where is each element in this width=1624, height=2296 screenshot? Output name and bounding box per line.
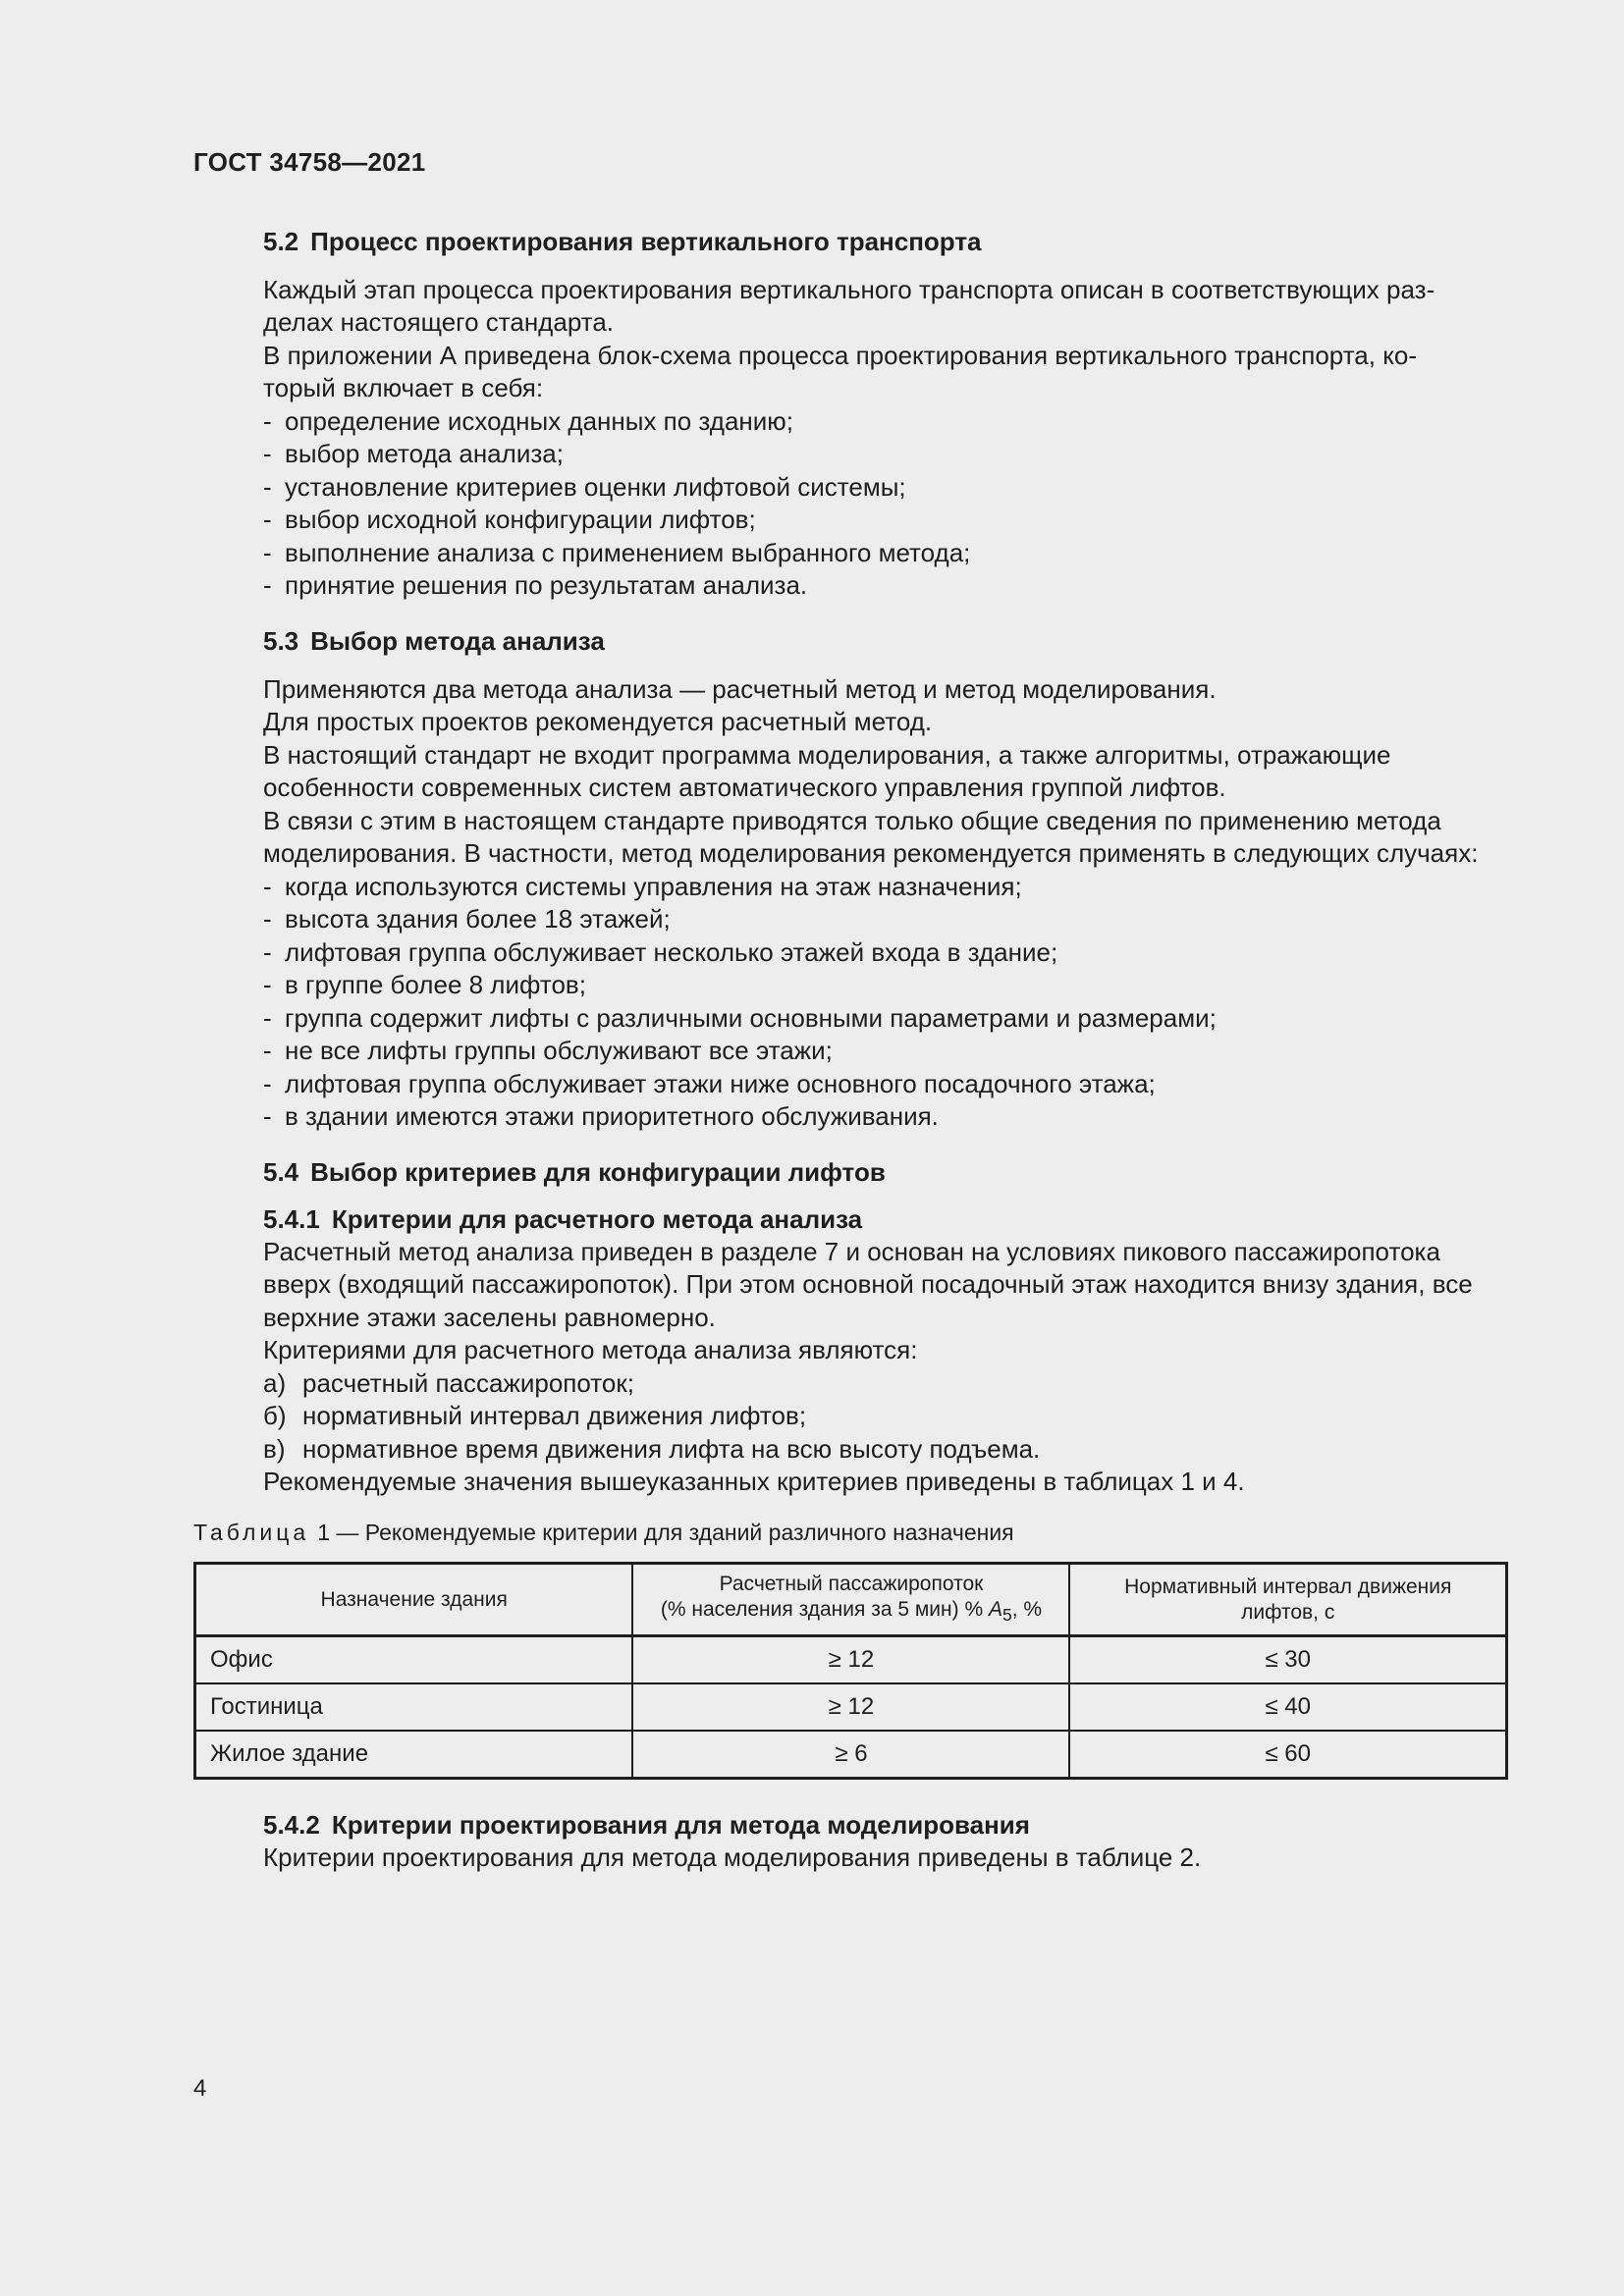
paragraph: Критерии проектирования для метода моделирования приведены в таблице 2.	[263, 1842, 1202, 1872]
list-item: - высота здания более 18 этажей;	[263, 904, 671, 934]
text-line: делах настоящего стандарта.	[263, 307, 615, 338]
column-header-interval: Нормативный интервал движения лифтов, с	[1069, 1564, 1506, 1636]
cell-purpose: Жилое здание	[195, 1731, 633, 1779]
table-caption	[193, 1520, 1014, 1546]
list-item: - принятие решения по результатам анализа.	[263, 570, 808, 600]
section-5-4-1-heading	[263, 1204, 862, 1235]
list-item: - лифтовая группа обслуживает этажи ниже основного посадочного этажа;	[263, 1069, 1156, 1098]
list-item: - определение исходных данных по зданию;	[263, 406, 794, 436]
text-line: особенности современных систем автоматического управления группой лифтов.	[263, 773, 1226, 803]
paragraph	[193, 805, 1507, 871]
paragraph: Применяются два метода анализа — расчетный метод и метод моделирования.	[263, 674, 1217, 704]
column-header-purpose: Назначение здания	[195, 1564, 633, 1636]
section-number: 5.4	[263, 1157, 299, 1187]
paragraph	[193, 739, 1507, 805]
cell-interval: ≤ 60	[1069, 1731, 1506, 1779]
cell-interval: ≤ 40	[1069, 1683, 1506, 1731]
paragraph: Рекомендуемые значения вышеуказанных критериев приведены в таблицах 1 и 4.	[263, 1467, 1245, 1496]
paragraph: Критериями для расчетного метода анализа являются:	[263, 1335, 918, 1364]
section-number: 5.3	[263, 626, 299, 656]
paragraph	[193, 1236, 1507, 1334]
document-header: ГОСТ 34758—2021	[193, 147, 426, 177]
section-title: Критерии проектирования для метода моделирования	[331, 1810, 1030, 1840]
column-header-flow: Расчетный пассажиропоток (% населения здания за 5 мин) % $A_5$, %	[632, 1564, 1069, 1636]
section-title: Выбор критериев для конфигурации лифтов	[310, 1157, 886, 1187]
section-number: 5.4.1	[263, 1204, 320, 1234]
text-line: Расчетный метод анализа приведен в разделе 7 и основан на условиях пикового пассажиропотока	[263, 1237, 1440, 1266]
section-title: Критерии для расчетного метода анализа	[331, 1204, 863, 1234]
section-5-4-2-heading	[263, 1810, 1030, 1841]
list-item: - в группе более 8 лифтов;	[263, 970, 586, 999]
table-caption-word: Таблица	[193, 1520, 310, 1545]
list-item: - не все лифты группы обслуживают все этажи;	[263, 1036, 833, 1065]
list-item: а) расчетный пассажиропоток;	[263, 1368, 634, 1398]
text-line: вверх (входящий пассажиропоток). При этом основной посадочный этаж находится внизу здания, все	[263, 1269, 1473, 1300]
cell-interval: ≤ 30	[1069, 1636, 1506, 1684]
text-line: В связи с этим в настоящем стандарте приводятся только общие сведения по применению метода	[263, 806, 1441, 835]
list-item: в) нормативное время движения лифта на всю высоту подъема.	[263, 1434, 1041, 1464]
list-item: - лифтовая группа обслуживает несколько этажей входа в здание;	[263, 937, 1058, 967]
cell-flow: ≥ 12	[632, 1683, 1069, 1731]
criteria-table	[193, 1562, 1508, 1780]
list-item: - выбор метода анализа;	[263, 439, 564, 468]
section-title: Процесс проектирования вертикального транспорта	[310, 227, 982, 256]
list-item: б) нормативный интервал движения лифтов;	[263, 1401, 807, 1430]
list-item: - выбор исходной конфигурации лифтов;	[263, 505, 756, 534]
section-5-4-heading	[263, 1157, 886, 1188]
section-number: 5.2	[263, 227, 299, 256]
text-line: В приложении А приведена блок-схема процесса проектирования вертикального транспорта, ко-	[263, 341, 1418, 370]
text-line: моделирования. В частности, метод моделирования рекомендуется применять в следующих случаях:	[263, 838, 1479, 869]
section-title: Выбор метода анализа	[310, 626, 605, 656]
text-line: торый включает в себя:	[263, 373, 544, 403]
table-caption-text: 1 — Рекомендуемые критерии для зданий различного назначения	[317, 1520, 1014, 1545]
list-item: - установление критериев оценки лифтовой системы;	[263, 472, 906, 502]
section-5-3-heading	[263, 626, 605, 657]
list-item: - в здании имеются этажи приоритетного обслуживания.	[263, 1101, 939, 1131]
table-row	[195, 1683, 1507, 1731]
table-row	[195, 1731, 1507, 1779]
text-line: В настоящий стандарт не входит программа моделирования, а также алгоритмы, отражающие	[263, 740, 1391, 770]
list-item: - когда используются системы управления на этаж назначения;	[263, 872, 1022, 901]
cell-flow: ≥ 12	[632, 1636, 1069, 1684]
section-number: 5.4.2	[263, 1810, 320, 1840]
paragraph: Для простых проектов рекомендуется расчетный метод.	[263, 707, 933, 736]
table-row	[195, 1636, 1507, 1684]
cell-purpose: Гостиница	[195, 1683, 633, 1731]
list-item: - выполнение анализа с применением выбранного метода;	[263, 538, 971, 567]
text-line: верхние этажи заселены равномерно.	[263, 1302, 716, 1332]
text-line: Каждый этап процесса проектирования вертикального транспорта описан в соответствующих раз-	[263, 275, 1435, 304]
paragraph	[193, 274, 1507, 340]
table-header-row	[195, 1564, 1507, 1636]
list-item: - группа содержит лифты с различными основными параметрами и размерами;	[263, 1003, 1217, 1033]
cell-purpose: Офис	[195, 1636, 633, 1684]
paragraph	[193, 340, 1507, 405]
page-number: 4	[193, 2075, 207, 2102]
section-5-2-heading	[263, 227, 982, 257]
cell-flow: ≥ 6	[632, 1731, 1069, 1779]
